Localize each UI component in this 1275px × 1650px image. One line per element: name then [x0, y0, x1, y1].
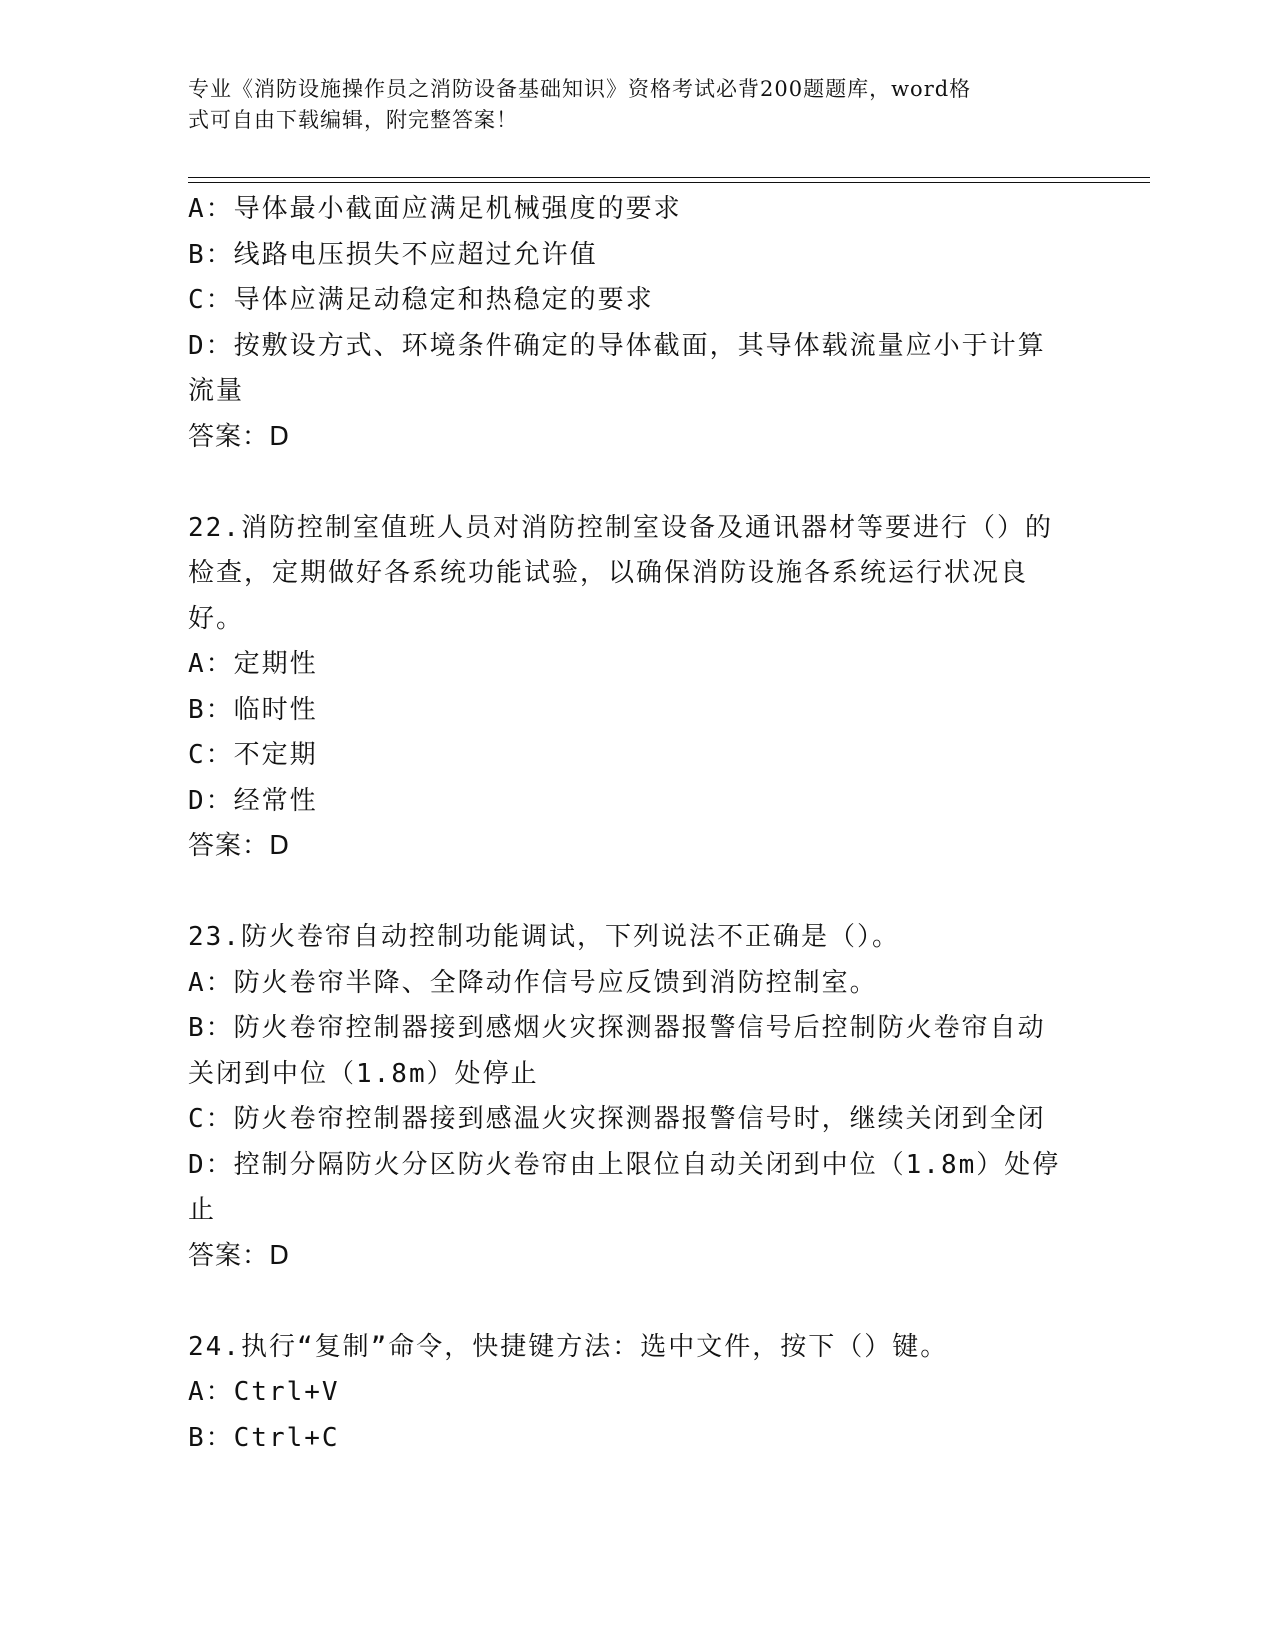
- question-21: [188, 187, 1078, 460]
- q21-option-a: A：导体最小截面应满足机械强度的要求: [188, 194, 682, 224]
- header-line-2: 式可自由下载编辑，附完整答案！: [188, 108, 518, 132]
- header-divider-top: [188, 177, 1150, 178]
- q23-option-a: A：防火卷帘半降、全降动作信号应反馈到消防控制室。: [188, 967, 878, 998]
- q23-answer: 答案：D: [188, 1240, 291, 1271]
- q23-option-d-line-2: 止: [188, 1195, 217, 1225]
- q23-stem: 23.防火卷帘自动控制功能调试，下列说法不正确是（）。: [188, 922, 900, 952]
- q21-option-c: C：导体应满足动稳定和热稳定的要求: [188, 285, 654, 315]
- q22-answer: 答案：D: [188, 831, 291, 861]
- q22-stem-line-3: 好。: [188, 603, 245, 634]
- q24-stem: 24.执行“复制”命令，快捷键方法：选中文件，按下（）键。: [188, 1331, 949, 1362]
- header-divider-bottom: [188, 182, 1150, 183]
- spacer: [188, 1279, 1078, 1325]
- question-24: [188, 1325, 1078, 1462]
- q24-option-a: A：Ctrl+V: [188, 1377, 340, 1407]
- spacer: [188, 870, 1078, 916]
- q23-option-d-line-1: D：控制分隔防火分区防火卷帘由上限位自动关闭到中位（1.8m）处停: [188, 1149, 1061, 1180]
- q21-option-b: B：线路电压损失不应超过允许值: [188, 239, 598, 270]
- question-22: [188, 506, 1078, 870]
- q22-option-c: C：不定期: [188, 740, 318, 770]
- header-line-1: 专业《消防设施操作员之消防设备基础知识》资格考试必背200题题库，word格: [188, 77, 972, 101]
- question-list: [188, 187, 1078, 1461]
- q21-option-d-line-2: 流量: [188, 376, 245, 406]
- q22-stem-line-1: 22.消防控制室值班人员对消防控制室设备及通讯器材等要进行（）的: [188, 512, 1053, 543]
- q22-option-b: B：临时性: [188, 694, 318, 725]
- question-23: [188, 915, 1078, 1279]
- document-header: [188, 74, 1088, 136]
- q23-option-c: C：防火卷帘控制器接到感温火灾探测器报警信号时，继续关闭到全闭: [188, 1104, 1046, 1134]
- q22-stem-line-2: 检查，定期做好各系统功能试验，以确保消防设施各系统运行状况良: [188, 558, 1029, 588]
- q24-option-b: B：Ctrl+C: [188, 1422, 340, 1453]
- q23-option-b-line-2: 关闭到中位（1.8m）处停止: [188, 1058, 539, 1089]
- q21-answer: 答案：D: [188, 421, 291, 452]
- q22-option-a: A：定期性: [188, 649, 318, 679]
- q22-option-d: D：经常性: [188, 785, 318, 816]
- q21-option-d-line-1: D：按敷设方式、环境条件确定的导体截面，其导体载流量应小于计算: [188, 330, 1046, 361]
- spacer: [188, 460, 1078, 506]
- q23-option-b-line-1: B：防火卷帘控制器接到感烟火灾探测器报警信号后控制防火卷帘自动: [188, 1013, 1046, 1043]
